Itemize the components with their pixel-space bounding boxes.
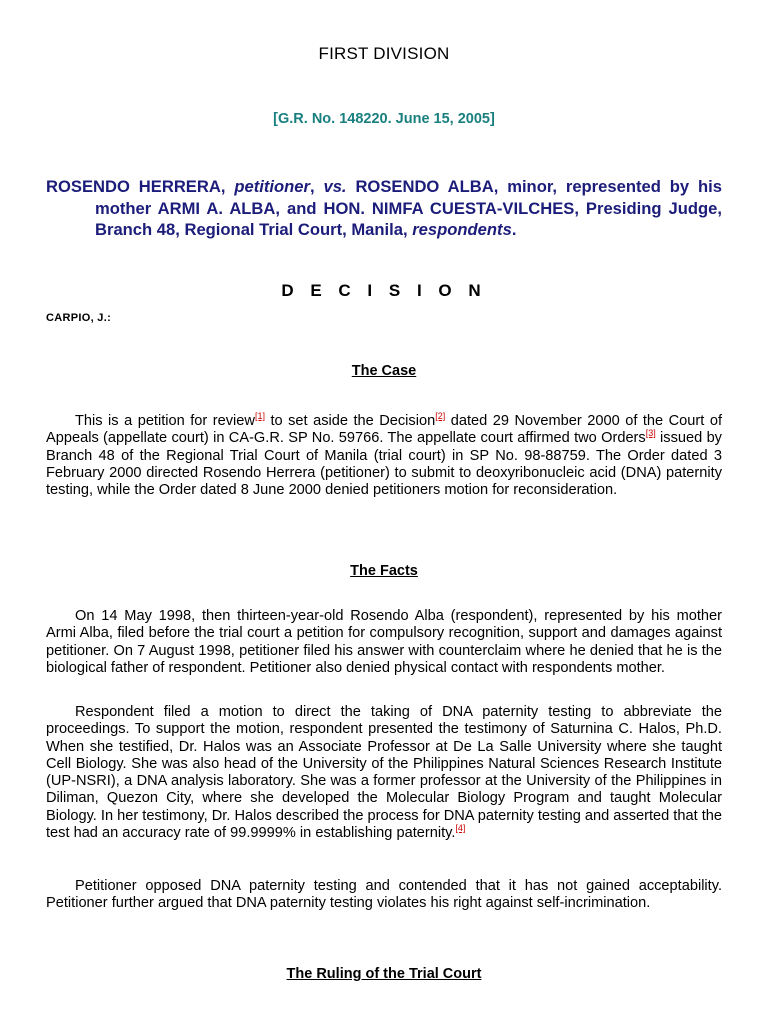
footnote-link-2[interactable]: [2] bbox=[435, 411, 446, 422]
facts-p2-text: Respondent filed a motion to direct the taking of DNA paternity testing to abbreviate the proceedings. To support the motion, respondent presented the testimony of Saturnina C. Halos, Ph.D. When she testified, Dr. Halos was an Associate Professor at De La Salle University where she taught Cell Biology. She was also head of the University of the Philippines Natural Sciences Research Institute (UP-NSRI), a DNA analysis laboratory. She was a former professor at the University of the Philippines in Diliman, Quezon City, where she developed the Molecular Biology Program and taught Molecular Biology. In her testimony, Dr. Halos described the process for DNA paternity testing and asserted that the test had an accuracy rate of 99.9999% in establishing paternity. bbox=[46, 704, 722, 842]
case-p1-text-a: This is a petition for review bbox=[75, 413, 255, 429]
end-period: . bbox=[511, 220, 517, 239]
versus: vs. bbox=[323, 177, 347, 196]
comma: , bbox=[309, 177, 315, 196]
footnote-link-4[interactable]: [4] bbox=[455, 823, 466, 834]
case-p1-text-c: dated 29 November 2000 of the Court of Appeals (appellate court) in CA-G.R. SP No. 59766. The appellate court affirmed two Orders bbox=[46, 413, 722, 447]
footnote-link-1[interactable]: [1] bbox=[254, 411, 265, 422]
ponente: CARPIO, J.: bbox=[46, 312, 112, 324]
case-paragraph-1 bbox=[46, 413, 722, 499]
facts-paragraph-1: On 14 May 1998, then thirteen-year-old Rosendo Alba (respondent), represented by his mother Armi Alba, filed before the trial court a petition for compulsory recognition, support and damages against petitioner. On 7 August 1998, petitioner filed his answer with counterclaim where he denied that he is the biological father of respondent. Petitioner also denied physical contact with respondents mother. bbox=[46, 608, 722, 676]
case-parties bbox=[46, 176, 722, 241]
facts-paragraph-3: Petitioner opposed DNA paternity testing and contended that it has not gained acceptability. Petitioner further argued that DNA paternity testing violates his right against self-incrimination. bbox=[46, 878, 722, 912]
petitioner-name: ROSENDO HERRERA, bbox=[46, 177, 226, 196]
petitioner-role: petitioner bbox=[234, 177, 310, 196]
gr-number: [G.R. No. 148220. June 15, 2005] bbox=[273, 111, 495, 127]
case-p1-text-b: to set aside the Decision bbox=[264, 413, 436, 429]
respondents-role: respondents bbox=[412, 220, 512, 239]
heading-the-facts: The Facts bbox=[350, 563, 418, 579]
decision-title: D E C I S I O N bbox=[281, 281, 487, 300]
division-title: FIRST DIVISION bbox=[318, 44, 450, 63]
respondents-text: ROSENDO ALBA, minor, represented by his mother ARMI A. ALBA, and HON. NIMFA CUESTA-VILCHES, Presiding Judge, Branch 48, Regional Trial Court, Manila, bbox=[95, 177, 722, 239]
case-p1-text-d: issued by Branch 48 of the Regional Trial Court of Manila (trial court) in SP No. 98-88759. The Order dated 3 February 2000 directed Rosendo Herrera (petitioner) to submit to deoxyribonucleic acid (DNA) paternity testing, while the Order dated 8 June 2000 denied petitioners motion for reconsideration. bbox=[46, 430, 722, 499]
heading-trial-court-ruling: The Ruling of the Trial Court bbox=[286, 966, 482, 982]
facts-paragraph-2 bbox=[46, 704, 722, 842]
heading-the-case: The Case bbox=[351, 363, 417, 379]
footnote-link-3[interactable]: [3] bbox=[645, 428, 656, 439]
